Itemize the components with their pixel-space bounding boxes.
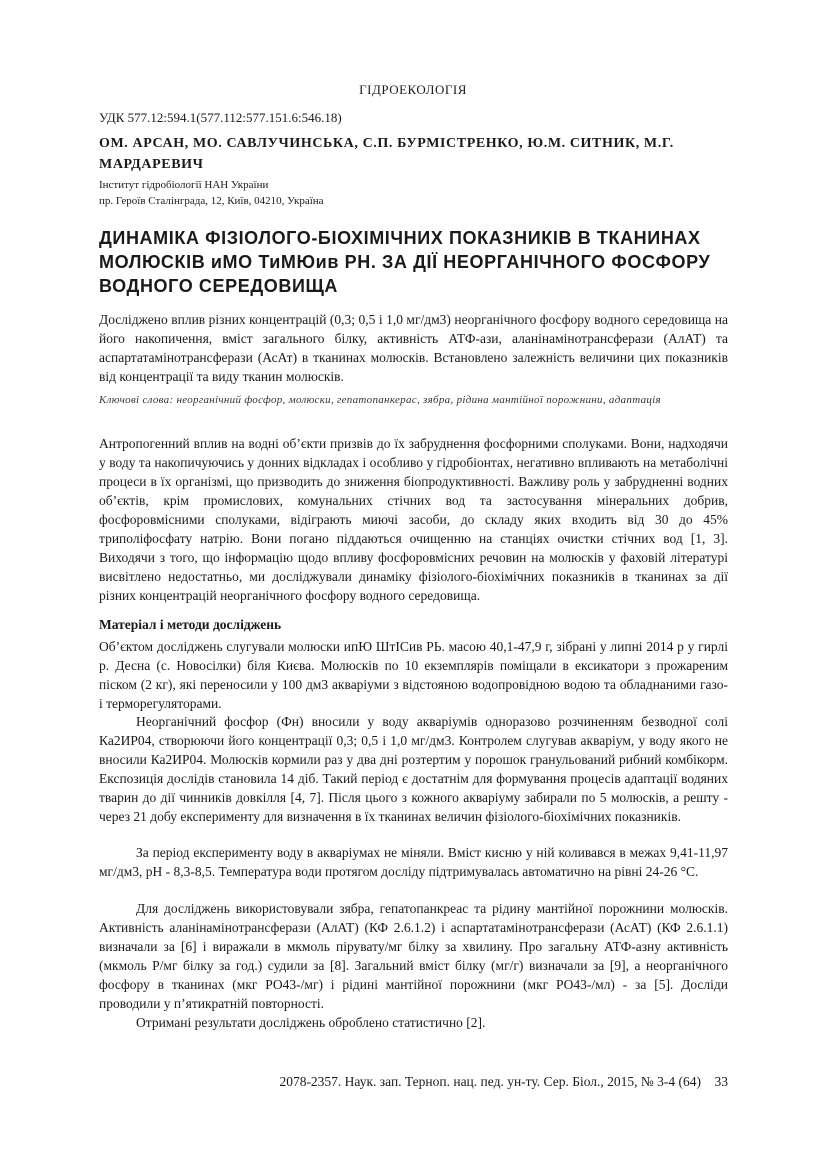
section-heading: ГІДРОЕКОЛОГІЯ — [359, 82, 467, 97]
page-footer: 2078-2357. Наук. зап. Терноп. нац. пед. ун-ту. Сер. Біол., 2015, № 3-4 (64) 33 — [279, 1074, 728, 1089]
udk-code: УДК 577.12:594.1(577.112:577.151.6:546.18) — [99, 110, 342, 125]
abstract: Досліджено вплив різних концентрацій (0,3; 0,5 і 1,0 мг/дм3) неорганічного фосфору водного середовища на його накопичення, вміст загального білку, активність АТФ-ази, аланінамінотрансферази (АлАТ) та аспартатамінотрансферази (АсАт) в тканинах молюсків. Встановлено залежність величини цих показників від концентрації та виду тканин молюсків. — [99, 312, 728, 384]
keywords: Ключові слова: неорганічний фосфор, молюски, гепатопанкерас, зябра, рідина мантійної порожнини, адаптація — [99, 394, 661, 406]
methods-paragraph-4: Для досліджень використовували зябра, гепатопанкреас та рідину мантійної порожнини молюсків. Активність аланінамінотрансферази (АлАТ) (КФ 2.6.1.2) і аспартатамінотрансферази (АсАТ) (КФ 2.6.1.1) визначали за [6] і виражали в мкмоль пірувату/мг білку за хвилину. Про загальну АТФ-азну активність (мкмоль Р/мг білку за год.) судили за [8]. Загальний вміст білку (мг/г) визначали за [9], а неорганічного фосфору в тканинах (мкг РО43-/мг) і рідині мантійної порожнини (мкг РО43-/мл) - за [5]. Досліди проводили у п’ятикратній повторності. — [99, 901, 728, 1011]
affiliation-address: пр. Героїв Сталінграда, 12, Київ, 04210, Україна — [99, 195, 324, 207]
methods-paragraph-3: За період експерименту воду в акваріумах не міняли. Вміст кисню у ній коливався в межах 9,41-11,97 мг/дм3, рН - 8,3-8,5. Температура води протягом досліду підтримувалась автоматично на рівні 24-26 °С. — [99, 845, 728, 879]
methods-paragraph-5: Отримані результати досліджень оброблено статистично [2]. — [136, 1015, 486, 1030]
methods-heading: Матеріал і методи досліджень — [99, 617, 282, 632]
affiliation — [99, 177, 324, 209]
author-list: ОМ. АРСАН, МО. САВЛУЧИНСЬКА, С.П. БУРМІСТРЕНКО, Ю.М. СИТНИК, М.Г. МАРДАРЕВИЧ — [99, 136, 674, 172]
article-title: ДИНАМІКА ФІЗІОЛОГО-БІОХІМІЧНИХ ПОКАЗНИКІВ В ТКАНИНАХ МОЛЮСКІВ иМО ТиМЮив РН. ЗА ДІЇ НЕОРГАНІЧНОГО ФОСФОРУ ВОДНОГО СЕРЕДОВИЩА — [99, 228, 711, 296]
methods-paragraph-2: Неорганічний фосфор (Фн) вносили у воду акваріумів одноразово розчиненням безводної солі Ка2ИР04, створюючи його концентрації 0,3; 0,5 і 1,0 мг/дм3. Контролем слугував акваріум, у воду якого не вносили Ка2ИР04. Молюсків кормили раз у два дні розтертим у порошок гранульований рибний комбікорм. Експозиція дослідів становила 14 діб. Такий період є достатнім для формування процесів адаптації водяних тварин до дії чинників довкілля [4, 7]. Після цього з кожного акваріуму забирали по 5 молюсків, а решту - через 21 добу експерименту для визначення в їх тканинах величин фізіолого-біохімічних показників. — [99, 714, 728, 824]
introduction-paragraph: Антропогенний вплив на водні об’єкти призвів до їх забруднення фосфорними сполуками. Вони, надходячи у воду та накопичуючись у донних відкладах і особливо у гідробіонтах, негативно впливають на метаболічні процеси в їх організмі, що призводить до зниження біопродуктивності. Важливу роль у забрудненні водних об’єктів, крім промислових, комунальних стічних вод та застосування мінеральних добрив, фосфоровмісними сполуками, відіграють миючі засоби, до складу яких входить від 30 до 45% триполіфосфату натрію. Вони погано піддаються очищенню на станціях очистки стічних вод [1, 3]. Виходячи з того, що інформацію щодо впливу фосфоровмісних речовин на молюсків у фаховій літературі висвітлено недостатньо, ми досліджували динаміку фізіолого-біохімічних показників в тканинах за дії різних концентрацій неорганічного фосфору водного середовища. — [99, 436, 728, 603]
affiliation-institute: Інститут гідробіології НАН України — [99, 179, 269, 191]
methods-paragraph-1: Об’єктом досліджень слугували молюски ипЮ ШтІСив РЬ. масою 40,1-47,9 г, зібрані у липні 2014 р у гирлі р. Десна (с. Новосілки) біля Києва. Молюсків по 10 екземплярів поміщали в ексикатори з прожареним піском (2 кг), які переносили у 100 дм3 акваріуми з відстояною водопровідною водою та обладнаними газо- і терморегуляторами. — [99, 639, 728, 711]
